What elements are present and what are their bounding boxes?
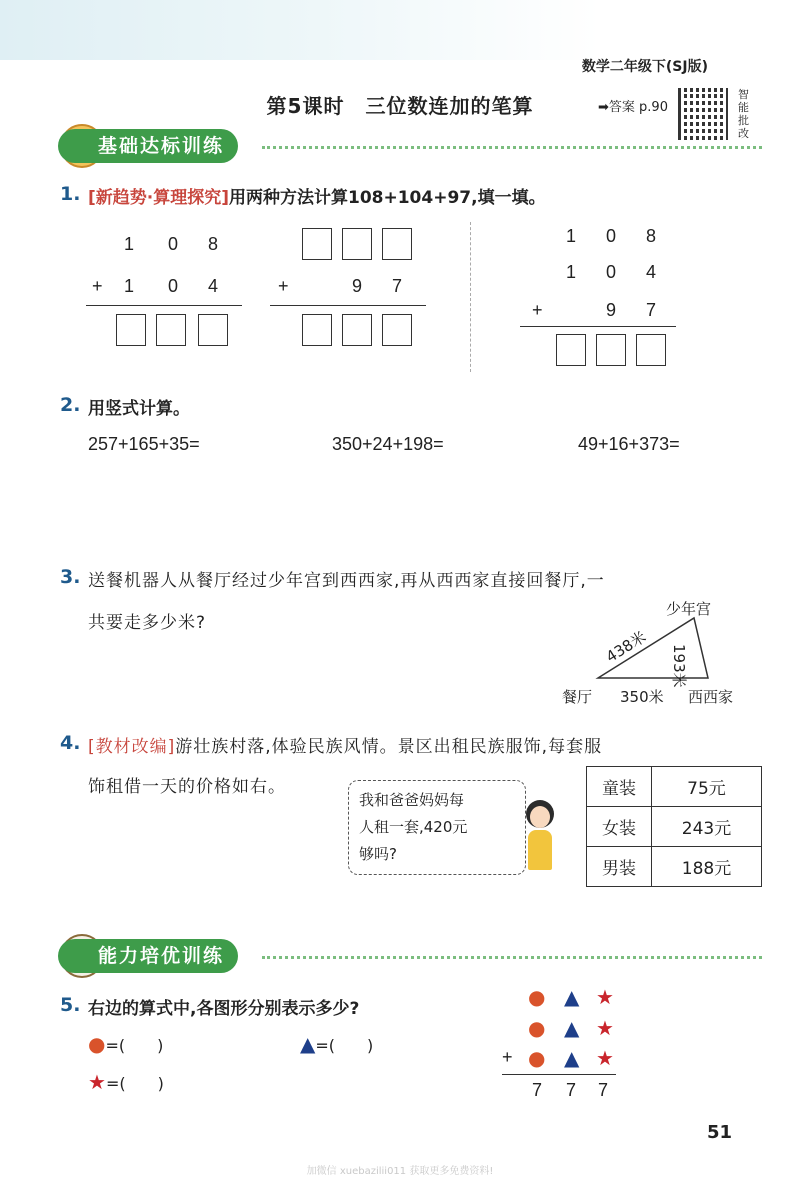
lesson-title: 第5课时 三位数连加的笔算 — [266, 94, 534, 118]
section-divider — [262, 146, 762, 149]
girl-illustration — [520, 800, 560, 872]
answer-box[interactable] — [342, 228, 372, 260]
plus-sign: + — [532, 300, 543, 320]
digit: 0 — [606, 262, 617, 282]
circle-icon: ● — [528, 985, 546, 1009]
table-cell: 童装 — [587, 767, 652, 807]
q2-text: 用竖式计算。 — [88, 399, 190, 419]
digit: 7 — [566, 1080, 577, 1100]
star-icon: ★ — [596, 1046, 614, 1070]
table-cell: 243元 — [652, 807, 762, 847]
q5-triangle-answer: ▲=( ) — [300, 1032, 374, 1056]
digit: 4 — [208, 276, 219, 296]
digit: 9 — [606, 300, 617, 320]
table-cell: 75元 — [652, 767, 762, 807]
digit: 0 — [168, 276, 179, 296]
answer-box[interactable] — [302, 228, 332, 260]
table-row — [587, 847, 762, 887]
q3-number: 3. — [60, 566, 81, 588]
q4-tag: [教材改编] — [88, 737, 176, 757]
answer-box[interactable] — [556, 334, 586, 366]
bubble-line: 人租一套,420元 — [359, 818, 468, 836]
q4-number: 4. — [60, 732, 81, 754]
qr-label: 智能批改 — [738, 88, 749, 140]
sum-line — [502, 1074, 616, 1075]
circle-icon: ● — [528, 1016, 546, 1040]
q4-text-line2: 饰租借一天的价格如右。 — [88, 777, 286, 797]
q2-expression: 257+165+35= — [88, 434, 200, 454]
digit: 1 — [566, 262, 577, 282]
triangle-icon: ▲ — [564, 1016, 580, 1040]
triangle-icon: ▲ — [564, 1046, 580, 1070]
table-cell: 男装 — [587, 847, 652, 887]
label-palace: 少年宫 — [666, 600, 712, 618]
q2-expression: 49+16+373= — [578, 434, 680, 454]
answer-box[interactable] — [198, 314, 228, 346]
q2-expression: 350+24+198= — [332, 434, 444, 454]
section-divider — [262, 956, 762, 959]
star-icon: ★ — [88, 1070, 106, 1094]
sum-line — [86, 305, 242, 306]
digit: 4 — [646, 262, 657, 282]
digit: 0 — [168, 234, 179, 254]
book-title: 数学二年级下(SJ版) — [581, 59, 708, 75]
q5-number: 5. — [60, 994, 81, 1016]
answer-box[interactable] — [596, 334, 626, 366]
footer-watermark: 加微信 xuebazilii011 获取更多免费资料! — [306, 1166, 494, 1177]
label-distance-193: 193米 — [670, 644, 688, 688]
qr-code — [678, 88, 728, 140]
q1-text: [新趋势·算理探究]用两种方法计算108+104+97,填一填。 — [88, 188, 546, 208]
bubble-line: 我和爸爸妈妈每 — [359, 791, 465, 809]
header-banner — [0, 0, 800, 60]
q1-number: 1. — [60, 183, 81, 205]
q5-circle-answer: ●=( ) — [88, 1032, 164, 1056]
digit: 7 — [646, 300, 657, 320]
digit: 9 — [352, 276, 363, 296]
q3-text-line1: 送餐机器人从餐厅经过少年宫到西西家,再从西西家直接回餐厅,一 — [88, 571, 605, 591]
method-separator — [470, 222, 471, 372]
section-advanced: 能力培优训练 — [58, 939, 238, 973]
answer-box[interactable] — [116, 314, 146, 346]
table-row — [587, 807, 762, 847]
label-home: 西西家 — [688, 688, 734, 706]
digit: 1 — [124, 276, 135, 296]
digit: 7 — [532, 1080, 543, 1100]
digit: 7 — [392, 276, 403, 296]
circle-icon: ● — [528, 1046, 546, 1070]
circle-icon: ● — [88, 1032, 106, 1056]
label-distance-438: 438米 — [602, 627, 650, 667]
bubble-line: 够吗? — [359, 845, 397, 863]
speech-bubble — [348, 780, 526, 875]
answer-box[interactable] — [156, 314, 186, 346]
answer-box[interactable] — [382, 314, 412, 346]
label-restaurant: 餐厅 — [562, 688, 593, 706]
digit: 1 — [566, 226, 577, 246]
table-cell: 女装 — [587, 807, 652, 847]
q1-tag: [新趋势·算理探究] — [88, 188, 229, 208]
digit: 7 — [598, 1080, 609, 1100]
label-distance-350: 350米 — [620, 688, 664, 706]
q5-text: 右边的算式中,各图形分别表示多少? — [88, 999, 360, 1019]
digit: 0 — [606, 226, 617, 246]
answer-box[interactable] — [302, 314, 332, 346]
page-number: 51 — [706, 1122, 732, 1143]
answer-box[interactable] — [636, 334, 666, 366]
table-row — [587, 767, 762, 807]
digit: 8 — [646, 226, 657, 246]
q2-number: 2. — [60, 394, 81, 416]
sum-line — [270, 305, 426, 306]
price-table — [586, 766, 762, 887]
digit: 1 — [124, 234, 135, 254]
q3-text-line2: 共要走多少米? — [88, 613, 207, 633]
plus-sign: + — [278, 276, 289, 296]
q5-star-answer: ★=( ) — [88, 1070, 164, 1094]
section-basic: 基础达标训练 — [58, 129, 238, 163]
triangle-icon: ▲ — [564, 985, 580, 1009]
table-cell: 188元 — [652, 847, 762, 887]
answer-box[interactable] — [342, 314, 372, 346]
digit: 8 — [208, 234, 219, 254]
plus-sign: + — [502, 1047, 513, 1067]
q4-text-line1: [教材改编]游壮族村落,体验民族风情。景区出租民族服饰,每套服 — [88, 737, 603, 757]
star-icon: ★ — [596, 985, 614, 1009]
sum-line — [520, 326, 676, 327]
star-icon: ★ — [596, 1016, 614, 1040]
plus-sign: + — [92, 276, 103, 296]
answer-reference: ➡答案 p.90 — [598, 100, 668, 115]
triangle-icon: ▲ — [300, 1032, 316, 1056]
answer-box[interactable] — [382, 228, 412, 260]
